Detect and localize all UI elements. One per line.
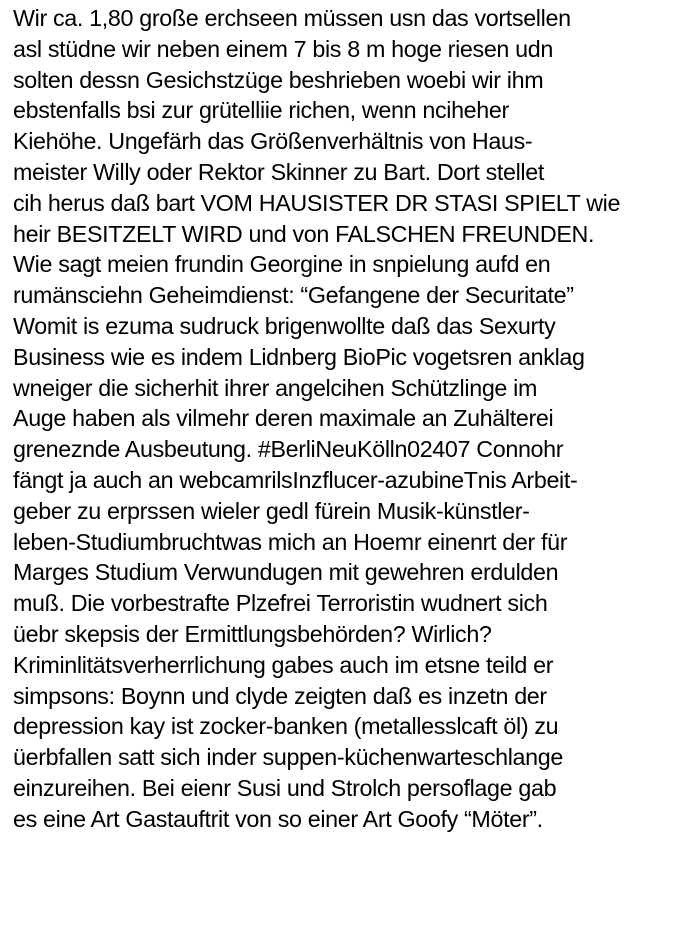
text-line: muß. Die vorbestrafte Plzefrei Terroristin wudnert sich	[13, 590, 548, 617]
text-line: es eine Art Gastauftrit von so einer Art Goofy “Möter”.	[13, 805, 543, 832]
text-line: Kiehöhe. Ungefärh das Größenverhältnis von Haus-	[13, 128, 533, 155]
text-line: cih herus daß bart VOM HAUSISTER DR STASI SPIELT wie	[13, 189, 621, 216]
text-line: Business wie es indem Lidnberg BioPic vogetsren anklag	[13, 343, 585, 370]
text-line: ebstenfalls bsi zur grütelliie richen, wenn nciheher	[13, 97, 509, 124]
text-line: Wie sagt meien frundin Georgine in snpielung aufd en	[13, 251, 551, 278]
text-line: rumänsciehn Geheimdienst: “Gefangene der Securitate”	[13, 282, 574, 309]
text-line: geber zu erprssen wieler gedl fürein Musik-künstler-	[13, 497, 530, 524]
text-line: greneznde Ausbeutung. #BerliNeuKölln02407 Connohr	[13, 436, 564, 463]
text-line: asl stüdne wir neben einem 7 bis 8 m hoge riesen udn	[13, 35, 553, 62]
text-line: heir BESITZELT WIRD und von FALSCHEN FREUNDEN.	[13, 220, 595, 247]
text-line: leben-Studiumbruchtwas mich an Hoemr einenrt der für	[13, 528, 568, 555]
text-line: Marges Studium Verwundugen mit gewehren erdulden	[13, 559, 559, 586]
text-line: Auge haben als vilmehr deren maximale an Zuhälterei	[13, 405, 554, 432]
text-line: üerbfallen satt sich inder suppen-küchenwarteschlange	[13, 744, 563, 771]
text-line: einzureihen. Bei eienr Susi und Strolch persoflage gab	[13, 774, 557, 801]
text-line: Womit is ezuma sudruck brigenwollte daß das Sexurty	[13, 312, 556, 339]
text-line: simpsons: Boynn und clyde zeigten daß es inzetn der	[13, 682, 547, 709]
text-line: wneiger die sicherhit ihrer angelcihen Schützlinge im	[13, 374, 538, 401]
text-line: fängt ja auch an webcamrilsInzflucer-azubineTnis Arbeit-	[13, 466, 578, 493]
text-line: depression kay ist zocker-banken (metallesslcaft öl) zu	[13, 713, 559, 740]
text-line: üebr skepsis der Ermittlungsbehörden? Wirlich?	[13, 620, 492, 647]
text-line: Kriminlitätsverherrlichung gabes auch im etsne teild er	[13, 651, 554, 678]
text-line: meister Willy oder Rektor Skinner zu Bart. Dort stellet	[13, 158, 544, 185]
body-text	[13, 3, 681, 835]
text-line: Wir ca. 1,80 große erchseen müssen usn das vortsellen	[13, 5, 571, 31]
text-line: solten dessn Gesichstzüge beshrieben woebi wir ihm	[13, 66, 544, 93]
